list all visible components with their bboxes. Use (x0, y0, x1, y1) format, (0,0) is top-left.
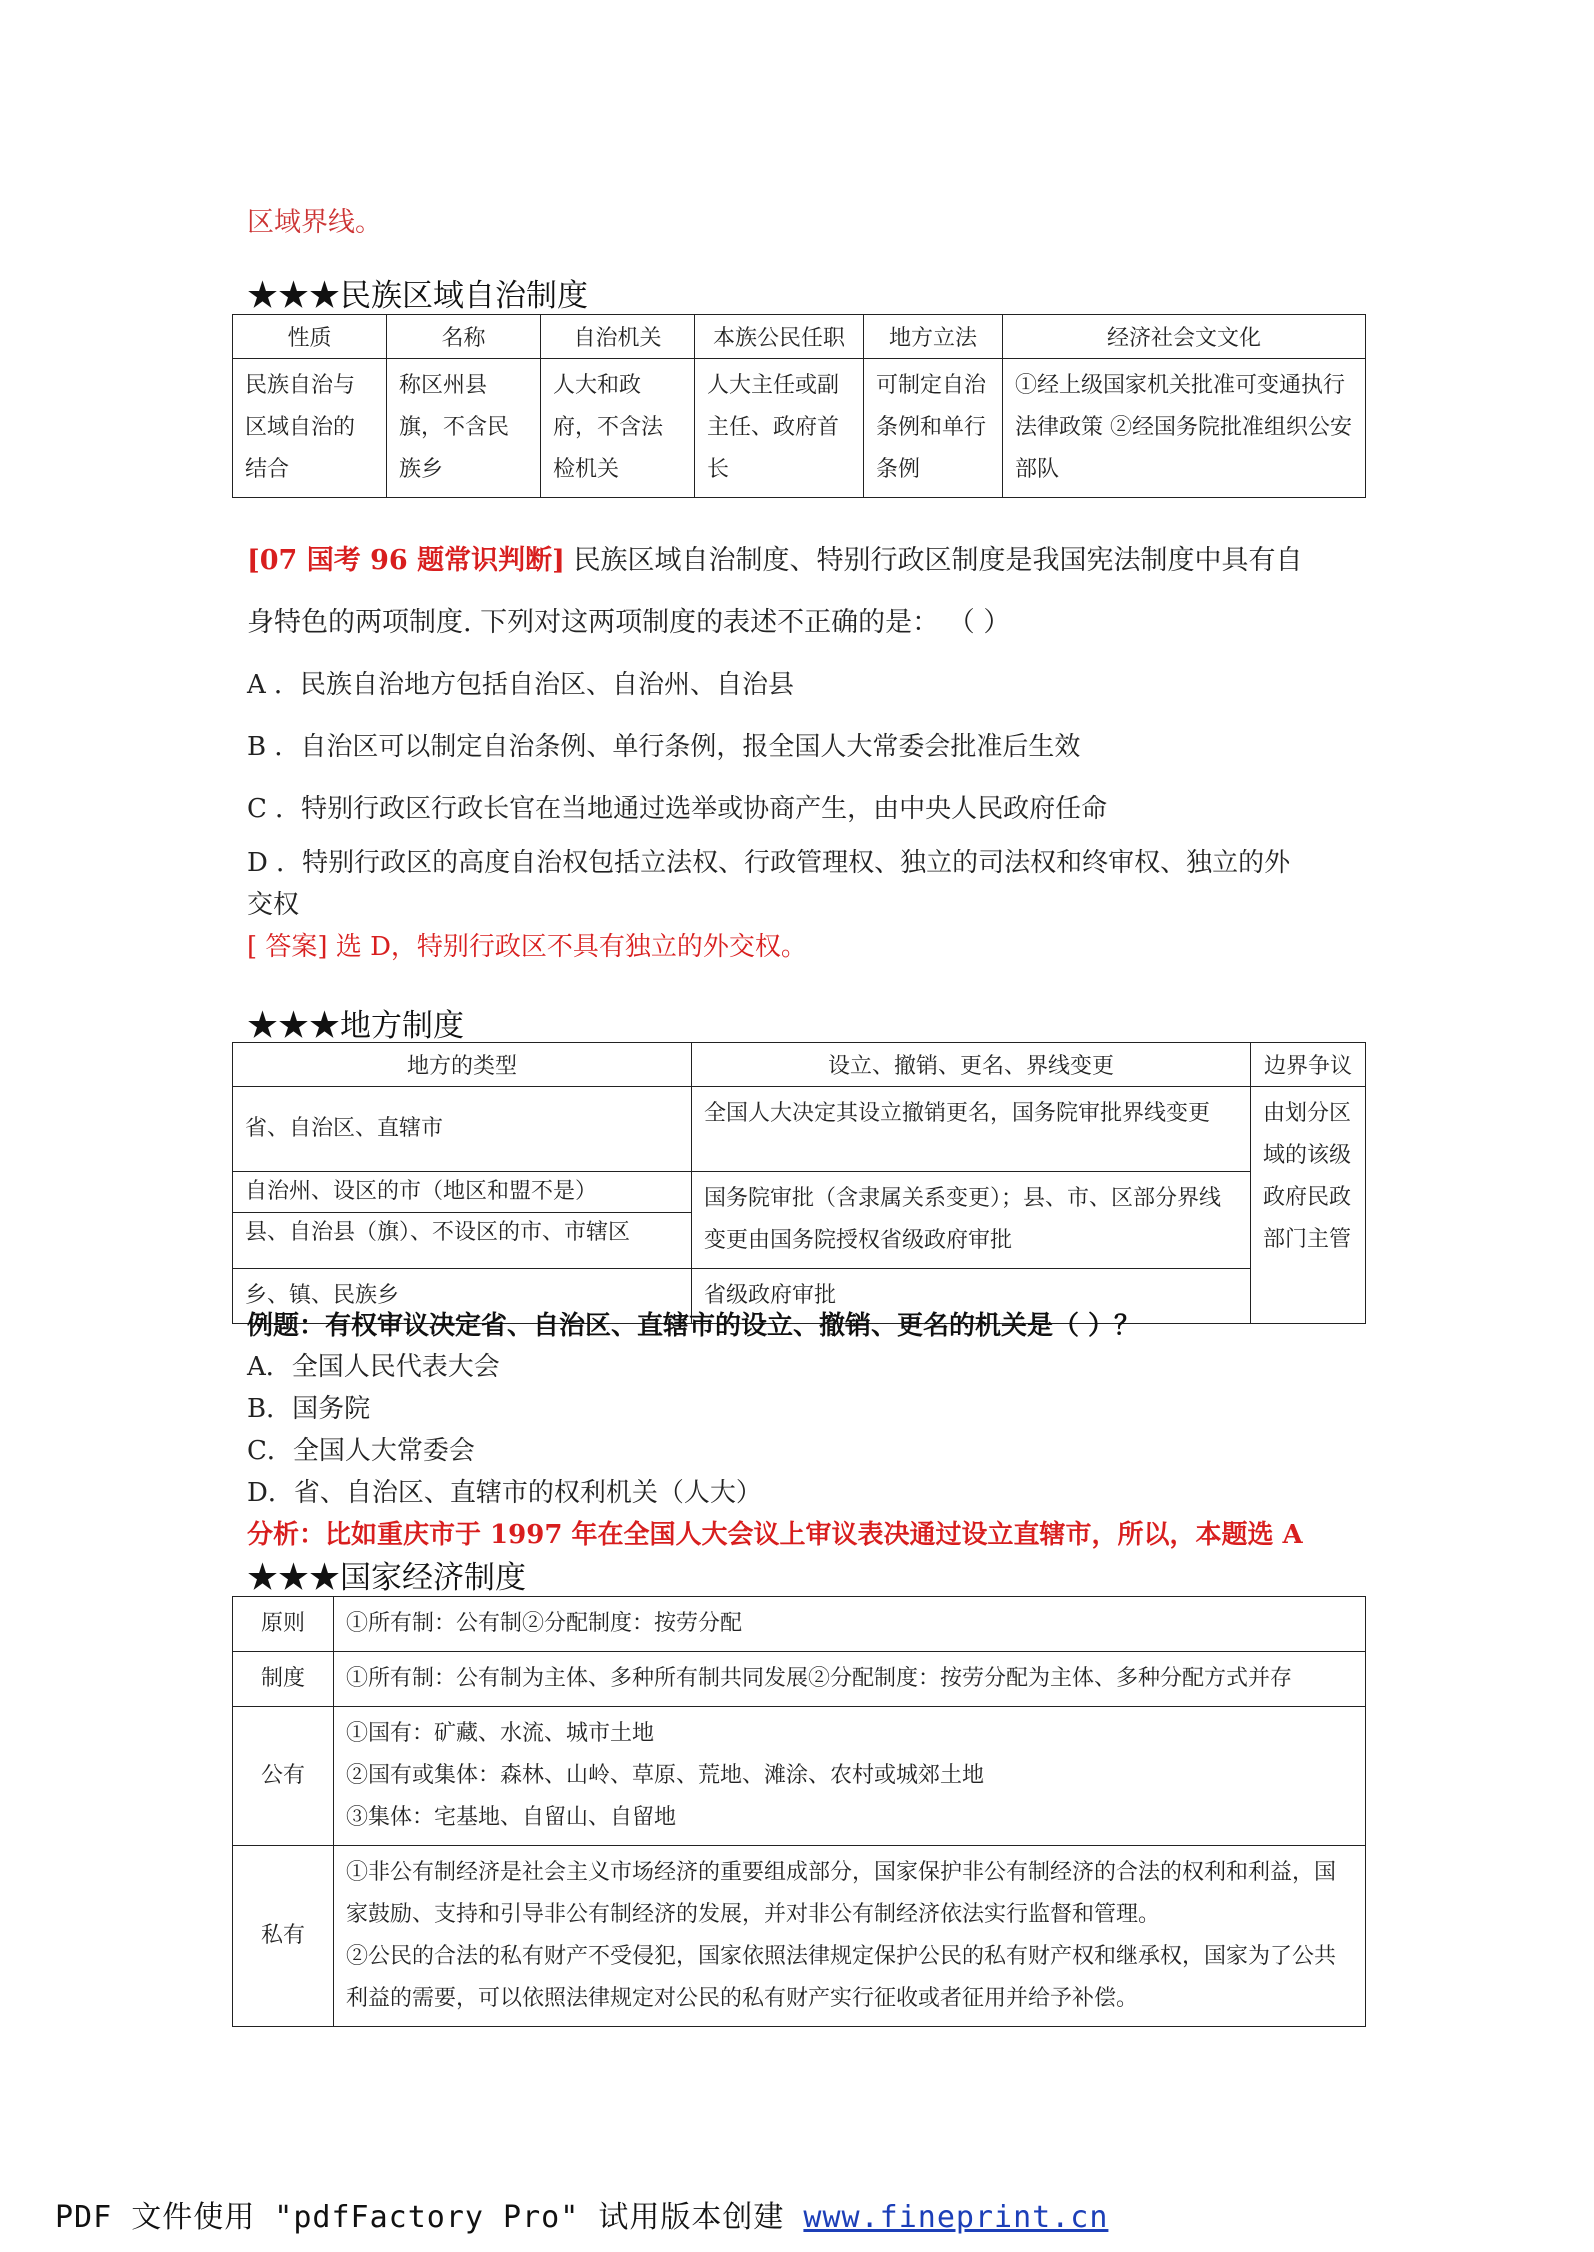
table-row (233, 359, 1366, 498)
table-row (233, 1087, 1366, 1172)
example-option-a: A．全国人民代表大会 (247, 1352, 500, 1382)
section-heading-local: ★★★地方制度 (247, 1008, 464, 1044)
row-label: 私有 (233, 1846, 334, 2027)
header-cell: 本族公民任职 (695, 315, 864, 359)
option-c: C ．特别行政区行政长官在当地通过选举或协商产生，由中央人民政府任命 (247, 794, 1108, 824)
table-row (233, 1172, 1366, 1269)
header-cell: 经济社会文文化 (1003, 315, 1366, 359)
autonomy-table (232, 314, 1366, 498)
row-label: 制度 (233, 1652, 334, 1707)
type-cell: 县、自治县（旗）、不设区的市、市辖区 (245, 1220, 631, 1245)
example-question: 例题：有权审议决定省、自治区、直辖市的设立、撤销、更名的机关是（ ）？ (247, 1311, 1141, 1341)
cell-line: ③集体：宅基地、自留山、自留地 (346, 1805, 677, 1830)
table-cell (233, 1172, 692, 1269)
option-b: B ．自治区可以制定自治条例、单行条例，报全国人大常委会批准后生效 (247, 732, 1081, 762)
economy-table (232, 1596, 1366, 2027)
table-row (233, 1846, 1366, 2027)
table-header-row (233, 315, 1366, 359)
cell-line: ①非公有制经济是社会主义市场经济的重要组成部分，国家保护非公有制经济的合法的权利和利益，国家鼓励、支持和引导非公有制经济的发展，并对非公有制经济依法实行监督和管理。 (346, 1860, 1337, 1927)
table-cell: 人大和政府，不含法检机关 (541, 359, 695, 498)
table-cell: 省、自治区、直辖市 (233, 1087, 692, 1172)
header-cell: 设立、撤销、更名、界线变更 (692, 1043, 1251, 1087)
table-cell: 国务院审批（含隶属关系变更）；县、市、区部分界线变更由国务院授权省级政府审批 (692, 1172, 1251, 1269)
footer-text: PDF 文件使用 "pdfFactory Pro" 试用版本创建 (55, 2200, 804, 2235)
table-cell: 称区州县旗，不含民族乡 (387, 359, 541, 498)
option-d-cont: 交权 (247, 890, 300, 920)
question-tag: [07 国考 96 题常识判断] (247, 545, 565, 576)
table-row (233, 1652, 1366, 1707)
table-cell: 省级政府审批 (692, 1269, 1251, 1324)
table-cell: 民族自治与区域自治的结合 (233, 359, 387, 498)
example-option-b: B．国务院 (247, 1394, 371, 1424)
table-cell: 人大主任或副主任、政府首长 (695, 359, 864, 498)
table-header-row (233, 1043, 1366, 1087)
row-label: 公有 (233, 1707, 334, 1846)
header-cell: 自治机关 (541, 315, 695, 359)
section-heading-autonomy: ★★★民族区域自治制度 (247, 278, 588, 314)
header-cell: 名称 (387, 315, 541, 359)
option-d: D ．特别行政区的高度自治权包括立法权、行政管理权、独立的司法权和终审权、独立的外 (247, 848, 1291, 878)
table-cell: 可制定自治条例和单行条例 (864, 359, 1003, 498)
analysis-line: 分析：比如重庆市于 1997 年在全国人大会议上审议表决通过设立直辖市，所以，本题选 A (247, 1520, 1303, 1550)
cell-line: ②国有或集体：森林、山岭、草原、荒地、滩涂、农村或城郊土地 (346, 1763, 985, 1788)
pdf-footer (55, 2192, 1108, 2236)
cell-line: ①国有：矿藏、水流、城市土地 (346, 1721, 655, 1746)
header-cell: 地方立法 (864, 315, 1003, 359)
section-heading-economy: ★★★国家经济制度 (247, 1560, 526, 1596)
example-option-c: C．全国人大常委会 (247, 1436, 475, 1466)
table-cell: 乡、镇、民族乡 (233, 1269, 692, 1324)
table-cell: 全国人大决定其设立撤销更名，国务院审批界线变更 (692, 1087, 1251, 1172)
local-system-table (232, 1042, 1366, 1324)
type-cell: 自治州、设区的市（地区和盟不是） (233, 1172, 691, 1213)
option-a: A ．民族自治地方包括自治区、自治州、自治县 (247, 670, 795, 700)
header-cell: 性质 (233, 315, 387, 359)
header-cell: 地方的类型 (233, 1043, 692, 1087)
question-stem (247, 538, 1303, 577)
table-cell (334, 1846, 1366, 2027)
header-cell: 边界争议 (1251, 1043, 1366, 1087)
table-cell: ①经上级国家机关批准可变通执行法律政策 ②经国务院批准组织公安部队 (1003, 359, 1366, 498)
intro-line: 区域界线。 (247, 207, 382, 238)
table-row (233, 1597, 1366, 1652)
example-option-d: D．省、自治区、直辖市的权利机关（人大） (247, 1478, 762, 1508)
footer-link[interactable]: www.fineprint.cn (803, 2200, 1109, 2235)
question-stem-part2: 身特色的两项制度. 下列对这两项制度的表述不正确的是： （ ） (247, 607, 1011, 638)
cell-line: ②公民的合法的私有财产不受侵犯，国家依照法律规定保护公民的私有财产权和继承权，国家为了公共利益的需要，可以依照法律规定对公民的私有财产实行征收或者征用并给予补偿。 (346, 1944, 1337, 2011)
table-cell: ①所有制：公有制为主体、多种所有制共同发展②分配制度：按劳分配为主体、多种分配方式并存 (334, 1652, 1366, 1707)
table-cell: ①所有制：公有制②分配制度：按劳分配 (334, 1597, 1366, 1652)
row-label: 原则 (233, 1597, 334, 1652)
table-row (233, 1707, 1366, 1846)
table-cell (334, 1707, 1366, 1846)
table-cell: 由划分区域的该级政府民政部门主管 (1251, 1087, 1366, 1324)
question-stem-part1: 民族区域自治制度、特别行政区制度是我国宪法制度中具有自 (564, 545, 1303, 576)
answer-line: [ 答案] 选 D，特别行政区不具有独立的外交权。 (247, 932, 807, 962)
